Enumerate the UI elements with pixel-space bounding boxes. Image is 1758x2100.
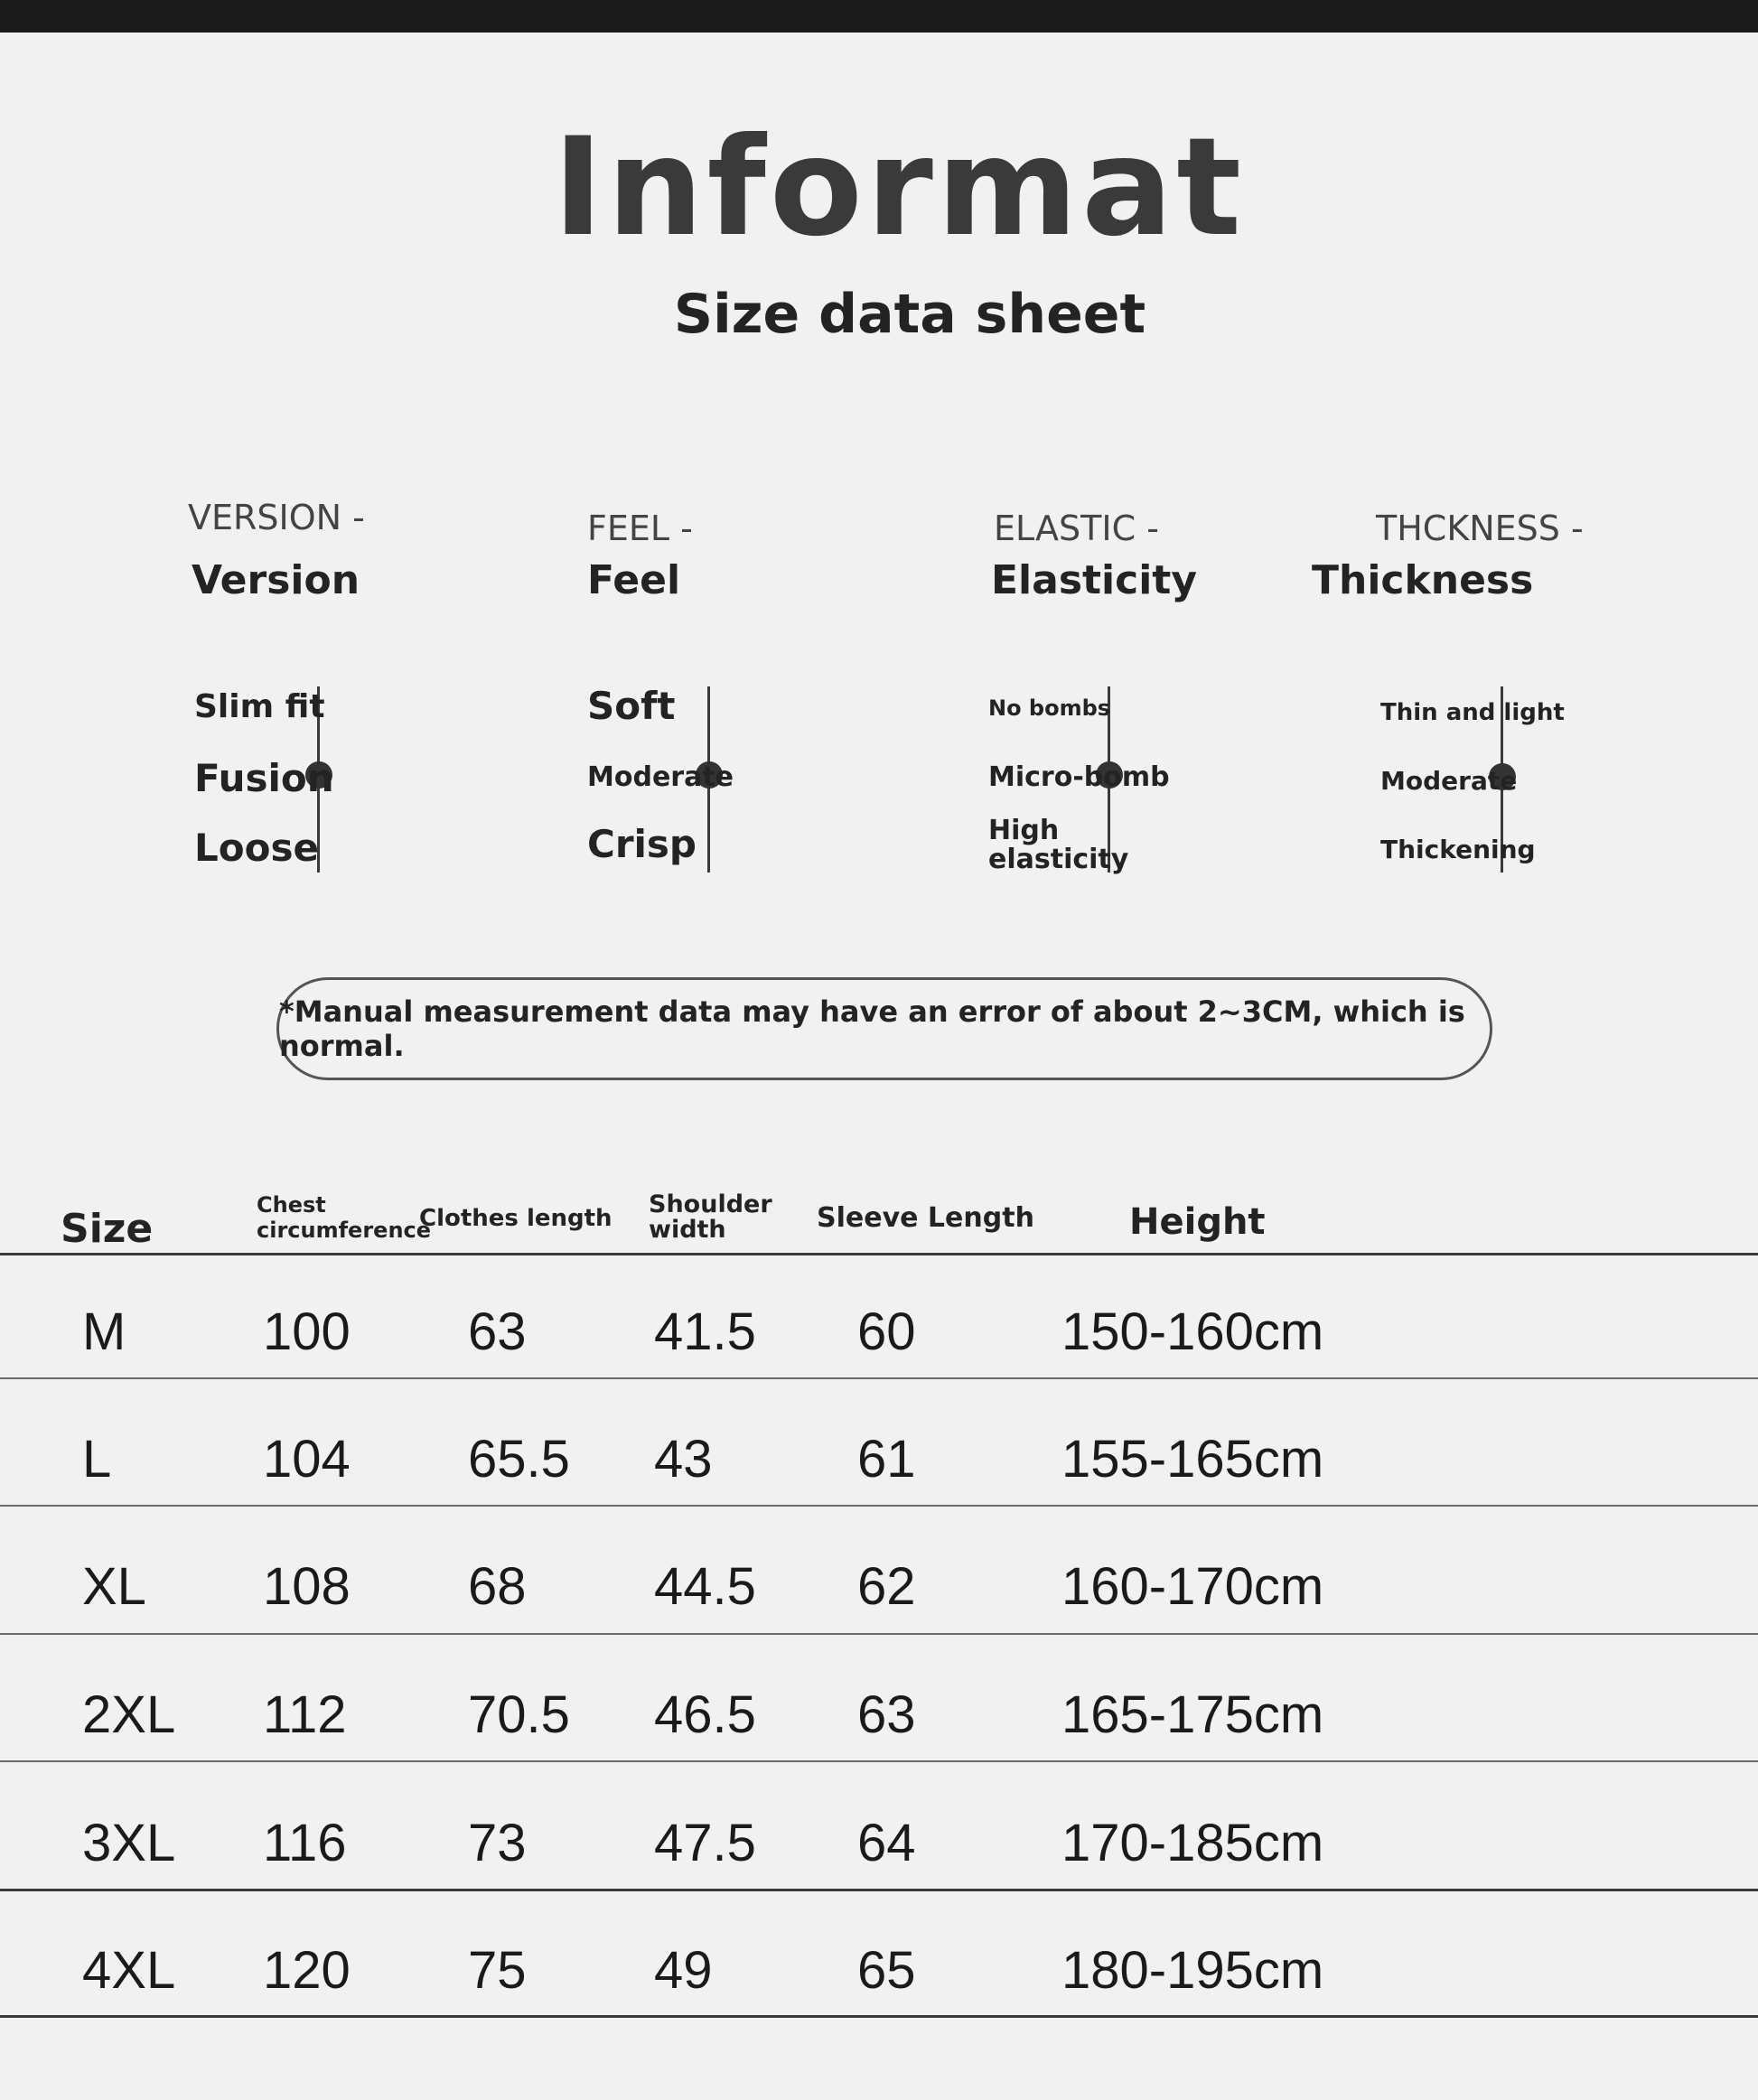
cell-chest: 104	[263, 1430, 351, 1489]
header-shoulder-width: Shoulder width	[649, 1190, 772, 1244]
cell-size: 3XL	[82, 1814, 176, 1872]
cell-sleeve-length: 65	[857, 1941, 916, 2000]
elasticity-level-high-elasticity: High elasticity	[988, 815, 1129, 875]
thickness-level-moderate: Moderate	[1380, 766, 1518, 796]
row-divider	[0, 1377, 1758, 1379]
table-row	[0, 1638, 1758, 1764]
cell-size: L	[82, 1430, 112, 1489]
cell-sleeve-length: 63	[857, 1685, 916, 1744]
header-clothes-length: Clothes length	[419, 1205, 612, 1232]
cell-chest: 116	[263, 1814, 347, 1872]
header-chest-circumference: Chest circumference	[257, 1192, 432, 1243]
thickness-level-thickening: Thickening	[1380, 835, 1536, 864]
header-sleeve-length: Sleeve Length	[817, 1202, 1034, 1234]
table-row	[0, 1382, 1758, 1508]
row-divider	[0, 1505, 1758, 1507]
cell-clothes-length: 73	[468, 1814, 527, 1872]
cell-chest: 120	[263, 1941, 351, 2000]
table-row	[0, 1893, 1758, 2020]
version-level-loose: Loose	[194, 826, 319, 870]
cell-chest: 112	[263, 1685, 347, 1744]
feel-level-moderate: Moderate	[587, 761, 734, 793]
measurement-note-text: *Manual measurement data may have an error of about 2~3CM, which is normal.	[279, 994, 1465, 1063]
cell-sleeve-length: 61	[857, 1430, 916, 1489]
table-row	[0, 1766, 1758, 1892]
top-bar	[0, 0, 1758, 33]
elasticity-level-micro-bomb: Micro-bomb	[988, 761, 1170, 793]
cell-shoulder-width: 41.5	[654, 1302, 756, 1361]
cell-shoulder-width: 49	[654, 1941, 713, 2000]
cell-height: 150-160cm	[1061, 1302, 1324, 1361]
cell-size: 4XL	[82, 1941, 176, 2000]
page-title: Informat	[552, 109, 1246, 266]
page-subtitle: Size data sheet	[673, 283, 1146, 346]
cell-size: 2XL	[82, 1685, 176, 1744]
cell-shoulder-width: 47.5	[654, 1814, 756, 1872]
cell-size: XL	[82, 1557, 146, 1616]
table-row	[0, 1509, 1758, 1636]
row-divider	[0, 1633, 1758, 1635]
header-size: Size	[61, 1206, 154, 1252]
cell-clothes-length: 65.5	[468, 1430, 570, 1489]
cell-clothes-length: 70.5	[468, 1685, 570, 1744]
cell-height: 160-170cm	[1061, 1557, 1324, 1616]
feel-level-soft: Soft	[587, 684, 676, 728]
thickness-level-thin-and-light: Thin and light	[1380, 699, 1565, 726]
cell-height: 180-195cm	[1061, 1941, 1324, 2000]
feel-english-label: FEEL -	[587, 509, 693, 548]
elastic-english-label: ELASTIC -	[994, 509, 1159, 548]
version-english-label: VERSION -	[188, 498, 365, 537]
cell-clothes-length: 75	[468, 1941, 527, 2000]
table-bottom-border	[0, 2015, 1758, 2018]
row-divider	[0, 1889, 1758, 1891]
measurement-note	[276, 977, 1492, 1080]
version-level-slim-fit: Slim fit	[194, 688, 325, 725]
version-level-fusion: Fusion	[194, 756, 334, 800]
cell-shoulder-width: 44.5	[654, 1557, 756, 1616]
table-row	[0, 1255, 1758, 1381]
cell-shoulder-width: 46.5	[654, 1685, 756, 1744]
cell-height: 165-175cm	[1061, 1685, 1324, 1744]
cell-chest: 108	[263, 1557, 351, 1616]
elasticity-title: Elasticity	[991, 557, 1198, 603]
thickness-english-label: THCKNESS -	[1376, 509, 1584, 548]
cell-size: M	[82, 1302, 126, 1361]
feel-level-crisp: Crisp	[587, 822, 697, 866]
cell-sleeve-length: 64	[857, 1814, 916, 1872]
cell-clothes-length: 63	[468, 1302, 527, 1361]
header-height: Height	[1129, 1201, 1266, 1243]
thickness-title: Thickness	[1312, 557, 1534, 603]
cell-height: 155-165cm	[1061, 1430, 1324, 1489]
cell-shoulder-width: 43	[654, 1430, 713, 1489]
cell-sleeve-length: 60	[857, 1302, 916, 1361]
version-title: Version	[192, 557, 360, 603]
row-divider	[0, 1760, 1758, 1762]
cell-height: 170-185cm	[1061, 1814, 1324, 1872]
cell-chest: 100	[263, 1302, 351, 1361]
feel-title: Feel	[587, 557, 681, 603]
cell-clothes-length: 68	[468, 1557, 527, 1616]
elasticity-level-no-bombs: No bombs	[988, 695, 1111, 721]
cell-sleeve-length: 62	[857, 1557, 916, 1616]
